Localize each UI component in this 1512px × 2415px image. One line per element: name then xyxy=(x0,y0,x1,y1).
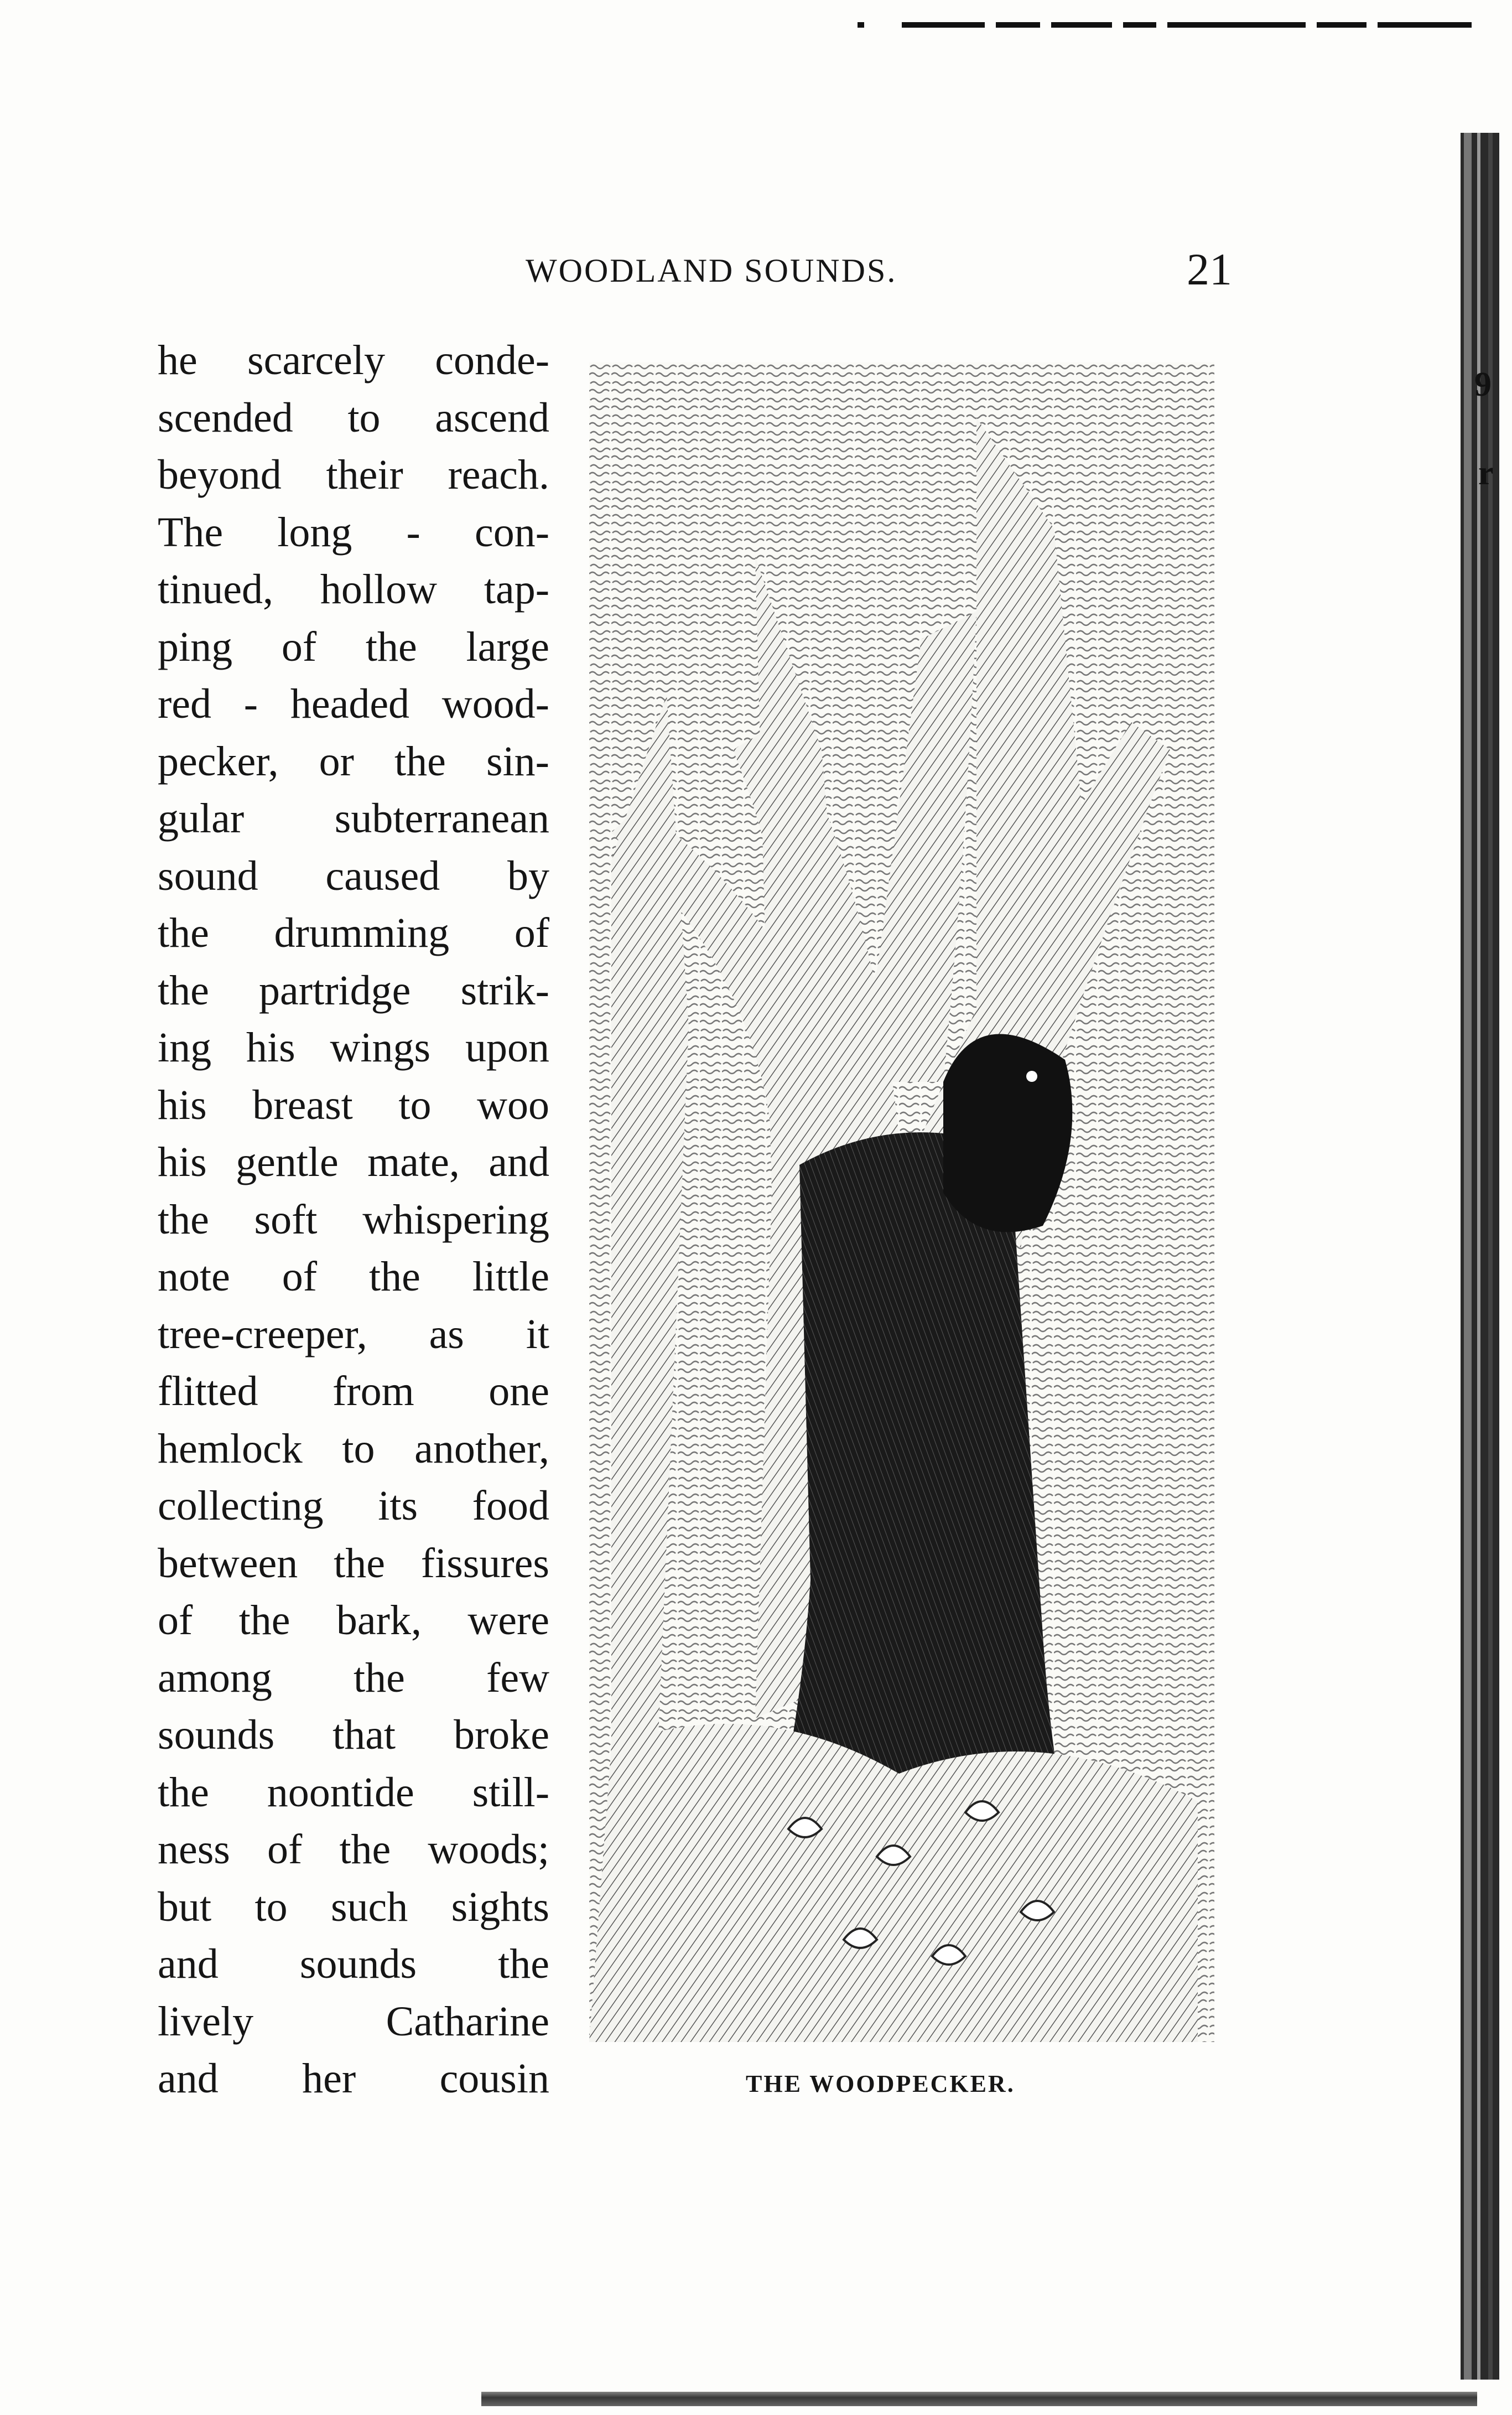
text-line: the noontide still- xyxy=(158,1769,549,1816)
text-line: flitted from one xyxy=(158,1368,549,1414)
text-line: but to such sights xyxy=(158,1883,549,1930)
text-line: collecting its food xyxy=(158,1483,549,1529)
text-line: scended to ascend xyxy=(158,394,549,441)
illustration-caption: THE WOODPECKER. xyxy=(746,2070,1015,2097)
text-line: and her cousin xyxy=(158,2055,549,2102)
text-line: tinued, hollow tap- xyxy=(158,566,549,613)
text-line: tree-creeper, as it xyxy=(158,1310,549,1357)
text-line: pecker, or the sin- xyxy=(158,738,549,785)
text-line: ing his wings upon xyxy=(158,1024,549,1071)
woodpecker-engraving xyxy=(589,362,1214,2042)
text-line: ness of the woods; xyxy=(158,1826,549,1873)
text-line: red - headed wood- xyxy=(158,681,549,727)
text-line: sound caused by xyxy=(158,852,549,899)
text-line: The long - con- xyxy=(158,509,549,556)
spine-mark-2: r xyxy=(1478,454,1494,492)
text-line: his breast to woo xyxy=(158,1081,549,1128)
bottom-edge-rule xyxy=(481,2392,1477,2406)
text-line: between the fissures xyxy=(158,1540,549,1587)
text-line: lively Catharine xyxy=(158,1998,549,2045)
text-line: his gentle mate, and xyxy=(158,1139,549,1185)
running-head: WOODLAND SOUNDS. xyxy=(526,252,897,289)
page-number: 21 xyxy=(1187,244,1232,294)
text-line: note of the little xyxy=(158,1253,549,1300)
text-line: hemlock to another, xyxy=(158,1425,549,1472)
text-line: the partridge strik- xyxy=(158,967,549,1014)
text-line: sounds that broke xyxy=(158,1712,549,1758)
body-text xyxy=(158,332,549,2108)
text-line: the drumming of xyxy=(158,910,549,956)
text-line: among the few xyxy=(158,1654,549,1701)
top-edge-rule xyxy=(858,19,1472,30)
text-line: he scarcely conde- xyxy=(158,337,549,384)
spine-mark-1: 9 xyxy=(1474,366,1492,403)
text-line: beyond their reach. xyxy=(158,452,549,498)
text-line: ping of the large xyxy=(158,623,549,670)
text-line: gular subterranean xyxy=(158,795,549,842)
text-line: the soft whispering xyxy=(158,1196,549,1243)
text-line: and sounds the xyxy=(158,1941,549,1987)
text-line: of the bark, were xyxy=(158,1597,549,1644)
